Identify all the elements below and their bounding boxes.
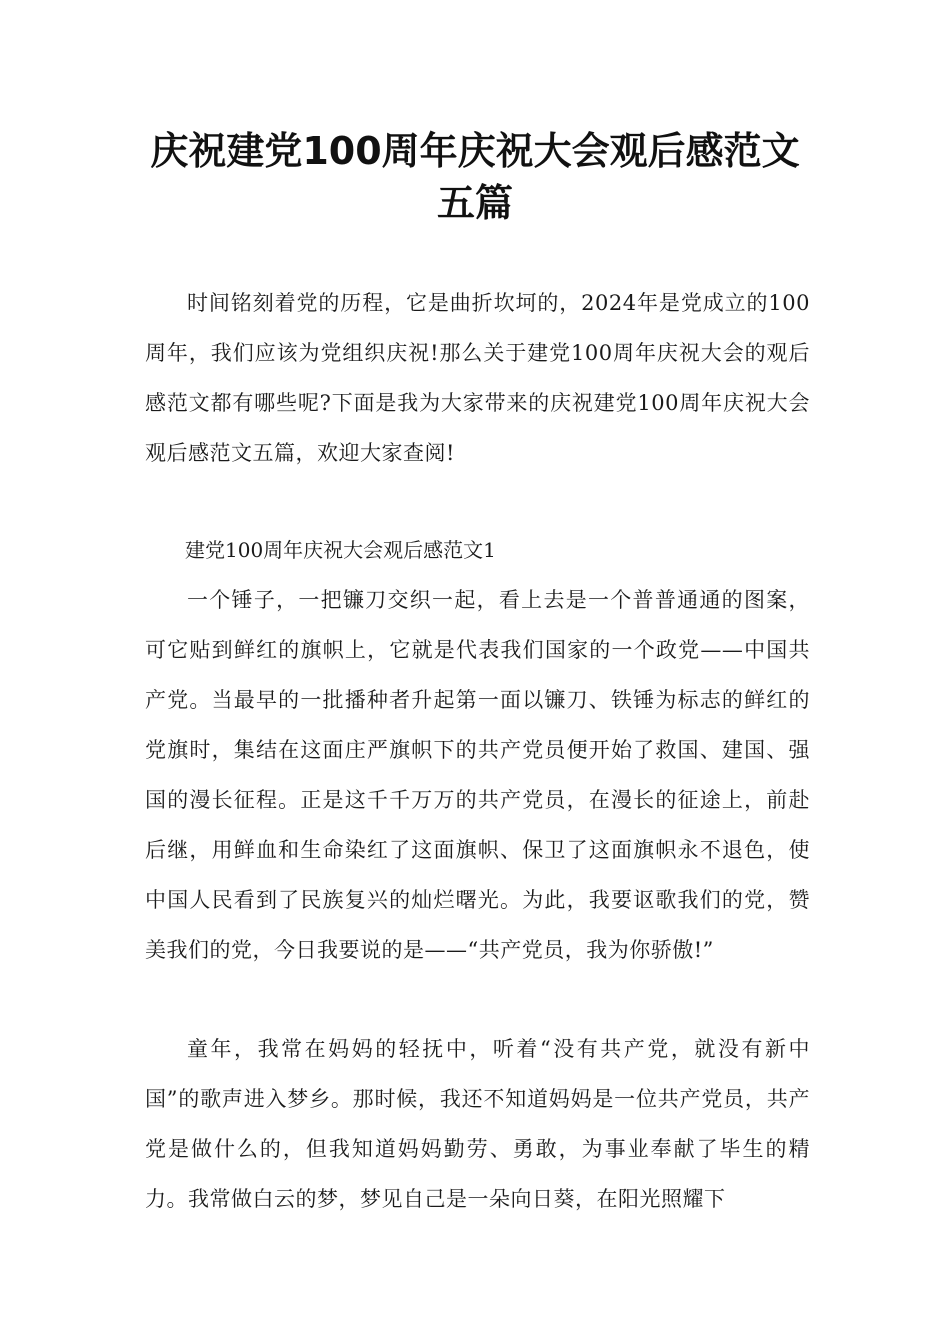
- section-heading: 建党100周年庆祝大会观后感范文1: [185, 538, 496, 562]
- body-paragraph-2: 童年，我常在妈妈的轻抚中，听着“没有共产党，就没有新中国”的歌声进入梦乡。那时候，我还不知道妈妈是一位共产党员，共产党是做什么的，但我知道妈妈勤劳、勇敢，为事业奉献了毕生的精力。我常做白云的梦，梦见自己是一朵向日葵，在阳光照耀下: [145, 1037, 810, 1211]
- intro-paragraph: 时间铭刻着党的历程，它是曲折坎坷的，2024年是党成立的100周年，我们应该为党组织庆祝!那么关于建党100周年庆祝大会的观后感范文都有哪些呢?下面是我为大家带来的庆祝建党100周年庆祝大会观后感范文五篇，欢迎大家查阅!: [145, 291, 810, 465]
- body-paragraph-1: 一个锤子，一把镰刀交织一起，看上去是一个普普通通的图案，可它贴到鲜红的旗帜上，它就是代表我们国家的一个政党——中国共产党。当最早的一批播种者升起第一面以镰刀、铁锤为标志的鲜红的党旗时，集结在这面庄严旗帜下的共产党员便开始了救国、建国、强国的漫长征程。正是这千千万万的共产党员，在漫长的征途上，前赴后继，用鲜血和生命染红了这面旗帜、保卫了这面旗帜永不退色，使中国人民看到了民族复兴的灿烂曙光。为此，我要讴歌我们的党，赞美我们的党，今日我要说的是——“共产党员，我为你骄傲!”: [145, 588, 810, 962]
- document-title-line-2: 五篇: [436, 181, 513, 225]
- document-title-line-1: 庆祝建党100周年庆祝大会观后感范文: [150, 129, 800, 173]
